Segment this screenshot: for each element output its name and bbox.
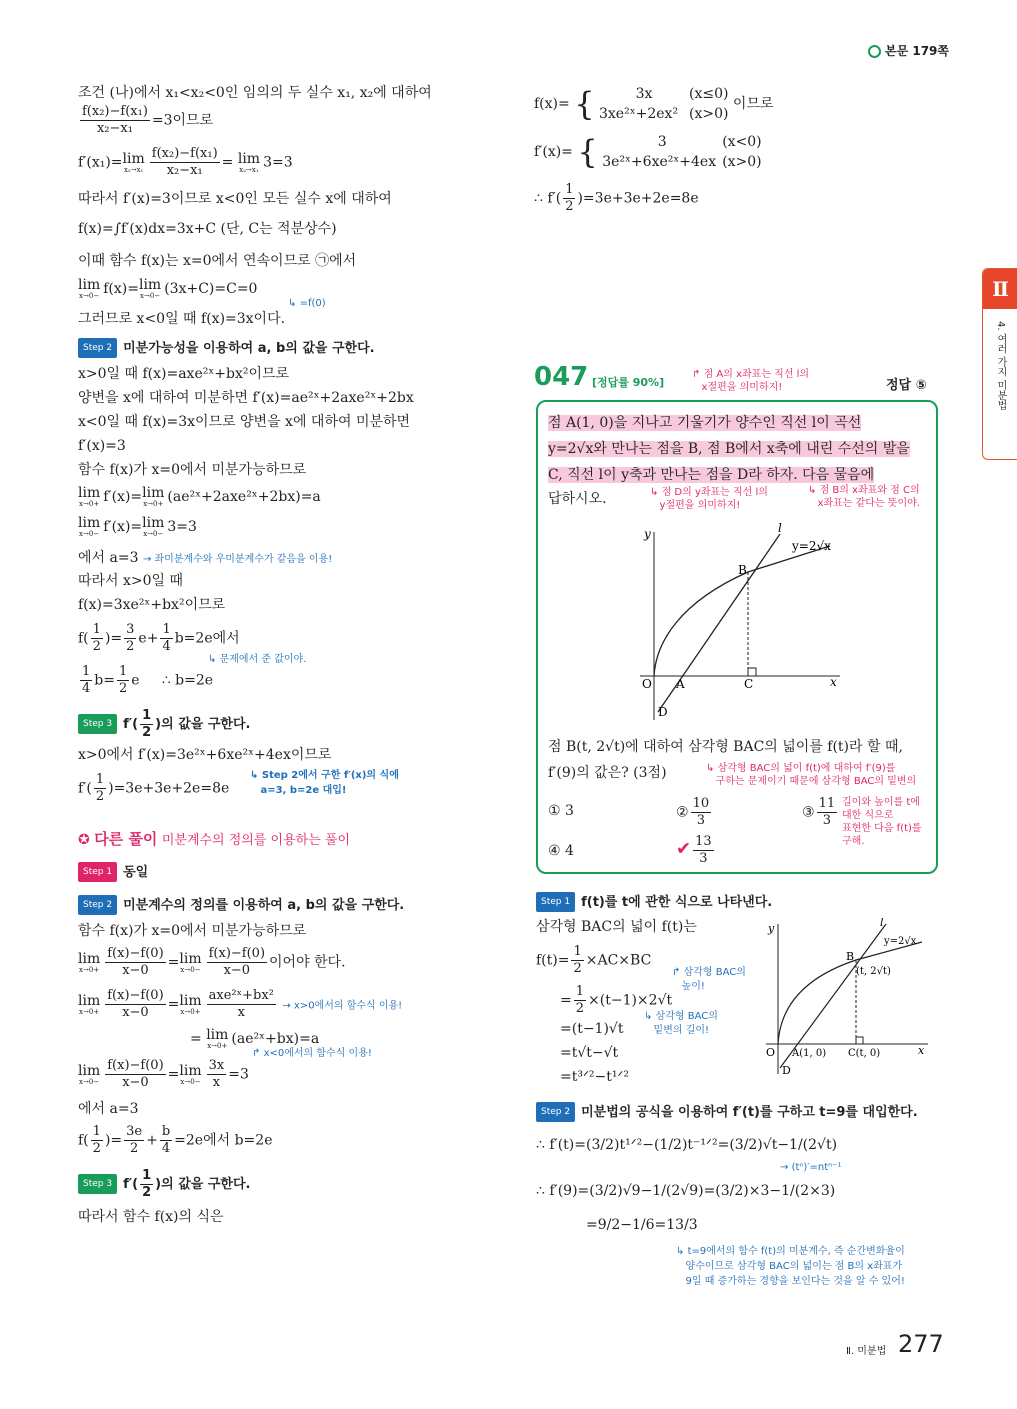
sol-l5: =t√t−√t [560, 1045, 619, 1061]
s2-l2: 양변을 x에 대하여 미분하면 f′(x)=ae²ˣ+2axe²ˣ+2bx [78, 390, 414, 406]
label-l: l [880, 918, 884, 929]
left-l4: 따라서 f′(x)=3이므로 x<0인 모든 실수 x에 대하여 [78, 191, 392, 207]
left-l1: 조건 (나)에서 x₁<x₂<0인 임의의 두 실수 x₁, x₂에 대하여 [78, 85, 432, 101]
st1-badge: Step 1 [536, 892, 575, 912]
sol-m3: =9/2−1/6=13/3 [586, 1217, 698, 1233]
label-O: O [642, 677, 652, 691]
st2-header: Step 2 미분법의 공식을 이용하여 f′(t)를 구하고 t=9를 대입한다. [536, 1102, 918, 1122]
label-C: C(t, 0) [848, 1048, 881, 1059]
step2-header: Step 2 미분가능성을 이용하여 a, b의 값을 구한다. [78, 338, 375, 358]
a3-badge: Step 3 [78, 1174, 117, 1194]
rt-f: f(x)= { 3x (x≤0) 3xe²ˣ+2ex² (x>0) 이므로 [534, 85, 774, 123]
choice-3[interactable]: ③ $\frac{11}{3}$ [802, 796, 836, 828]
sol-l6: =t³ᐟ²−t¹ᐟ² [560, 1069, 630, 1085]
label-D: D [658, 705, 668, 719]
sol-l1: 삼각형 BAC의 넓이 f(t)는 [536, 919, 697, 935]
problem-t4: 답하시오. [548, 491, 607, 507]
problem-graph [630, 522, 850, 722]
s2-l4: f′(x)=3 [78, 438, 126, 454]
label-D: D [782, 1064, 791, 1077]
line-l [780, 924, 886, 1068]
side-tab[interactable] [982, 268, 1017, 460]
choice-1[interactable]: ① 3 [548, 803, 574, 819]
right-angle-mark [856, 1037, 863, 1044]
left-l8: 그러므로 x<0일 때 f(x)=3x이다. [78, 311, 286, 327]
alt-header: ✪ 다른 풀이 미분계수의 정의를 이용하는 풀이 [78, 830, 351, 848]
note-c: ↳ 점 B의 x좌표와 점 C의 x좌표는 같다는 뜻이야. [808, 485, 920, 509]
a2-l4: = lim x→0+ (ae²ˣ+bx)=a [190, 1027, 320, 1050]
rt-res: ∴ f′( $\frac{1}{2}$ )=3e+3e+2e=8e [534, 182, 699, 214]
answer-label: 정답 ⑤ [886, 378, 927, 393]
step2-badge: Step 2 [78, 338, 117, 358]
problem-q2: f′(9)의 값은? (3점) [548, 765, 667, 781]
problem-rate: [정답률 90%] [592, 376, 665, 389]
sol-m2: ∴ f′(9)=(3/2)√9−1/(2√9)=(3/2)×3−1/(2×3) [536, 1183, 836, 1199]
note-q-b: 길이와 높이를 t에 대한 식으로 표현한 다음 f(t)를 구해. [842, 797, 922, 847]
a2-badge: Step 2 [78, 895, 117, 915]
label-A: A [676, 677, 685, 691]
sol-l4: =(t−1)√t [560, 1021, 624, 1037]
s2-l9: 따라서 x>0일 때 [78, 573, 184, 589]
label-B-coord: (t, 2√t) [856, 966, 891, 977]
sol-note1: ↱ 삼각형 BAC의 높이! [672, 967, 746, 992]
note-q: ↳ 삼각형 BAC의 넓이 f(t)에 대하여 f′(9)를 구하는 문제이기 때문에 삼각형 BAC의 밑변의 [706, 763, 917, 787]
label-B: B [846, 950, 855, 963]
sol-note2: ↳ 삼각형 BAC의 밑변의 길이! [644, 1011, 718, 1036]
s2-l10: f(x)=3xe²ˣ+bx²이므로 [78, 597, 226, 613]
side-tab-chapter: 4. 여러 가지 미분법 [995, 321, 1006, 411]
label-curve: y=2√x [884, 936, 917, 947]
s2-l5: 함수 f(x)가 x=0에서 미분가능하므로 [78, 462, 307, 478]
s2-l11: f( $\frac{1}{2}$ )= $\frac{3}{2}$ e+ $\frac{1}{4}$ b=2e에서 [78, 622, 240, 654]
sol-l2: f(t)= $\frac{1}{2}$ ×AC×BC [536, 944, 652, 976]
note-d: ↳ 점 D의 y좌표는 직선 l의 y절편을 의미하지! [650, 487, 768, 511]
left-l7-note: ↳ =f(0) [288, 298, 326, 309]
a1-header: Step 1 동일 [78, 862, 148, 882]
a2-l3: lim x→0+ $\frac{f(x)-f(0)}{x-0}$ = lim x→0+ $\frac{\text{axe²ˣ+bx²}}{x}$ → x>0에서의 함수식 이용! [78, 988, 403, 1020]
problem-t1: 점 A(1, 0)을 지나고 기울기가 양수인 직선 l이 곡선 [548, 415, 862, 431]
sol-m1: ∴ f′(t)=(3/2)t¹ᐟ²−(1/2)t⁻¹ᐟ²=(3/2)√t−1/(2√t) [536, 1137, 838, 1153]
label-y: y [644, 527, 651, 541]
st1-header: Step 1 f(t)를 t에 관한 식으로 나타낸다. [536, 892, 772, 912]
a2-l4-note: ↱ x<0에서의 함수식 이용! [252, 1048, 372, 1059]
a3-header: Step 3 f′( $\frac{1}{2}$ )의 값을 구한다. [78, 1168, 250, 1201]
sol-m-note: → (tⁿ)′=ntⁿ⁻¹ [780, 1162, 842, 1173]
label-y: y [768, 922, 775, 935]
page-ref: 본문 179쪽 [868, 42, 949, 59]
side-tab-roman: Ⅱ [983, 269, 1017, 309]
rt-fp: f′(x)= { 3 (x<0) 3e²ˣ+6xe²ˣ+4ex (x>0) [534, 133, 762, 171]
circle-icon [868, 45, 881, 58]
s2-l1: x>0일 때 f(x)=axe²ˣ+bx²이므로 [78, 366, 290, 382]
label-curve: y=2√x [792, 539, 831, 553]
s3-note: ↳ Step 2에서 구한 f′(x)의 식에 a=3, b=2e 대입! [250, 770, 399, 796]
s2-l3: x<0일 때 f(x)=3x이므로 양변을 x에 대하여 미분하면 [78, 414, 411, 430]
a2-l5: lim x→0− $\frac{f(x)-f(0)}{x-0}$ = lim x→0− $\frac{3x}{x}$ =3 [78, 1058, 249, 1090]
sol-l3: = $\frac{1}{2}$ ×(t−1)×2√t [560, 984, 673, 1016]
choice-4[interactable]: ④ 4 [548, 843, 574, 859]
a2-header: Step 2 미분계수의 정의를 이용하여 a, b의 값을 구한다. [78, 895, 404, 915]
a3-l1: 따라서 함수 f(x)의 식은 [78, 1209, 224, 1225]
problem-t2: y=2√x와 만나는 점을 B, 점 B에서 x축에 내린 수선의 발을 [548, 441, 910, 457]
page-number: 277 [898, 1330, 944, 1358]
note-a: ↱ 점 A의 x좌표는 직선 l의 x절편을 의미하지! [692, 369, 810, 393]
check-icon: ✔ [676, 838, 692, 860]
left-l5: f(x)=∫f′(x)dx=3x+C (단, C는 적분상수) [78, 221, 337, 237]
label-x: x [918, 1044, 925, 1057]
label-A: A(1, 0) [792, 1048, 827, 1059]
s2-l6: lim x→0+ f′(x)= lim x→0+ (ae²ˣ+2axe²ˣ+2bx)=a [78, 485, 321, 508]
a2-l1: 함수 f(x)가 x=0에서 미분가능하므로 [78, 923, 307, 939]
right-angle-mark [748, 668, 756, 676]
s2-l11-note: ↳ 문제에서 준 값이야. [208, 654, 307, 665]
a1-badge: Step 1 [78, 862, 117, 882]
label-l: l [778, 522, 782, 535]
sol-m-note2: ↳ t=9에서의 함수 f(t)의 미분계수, 즉 순간변화율이 양수이므로 삼각형 BAC의 넓이는 점 B의 x좌표가 9일 때 증가하는 경향을 보인다는 것을 알 수 있어! [676, 1246, 905, 1287]
left-l6: 이때 함수 f(x)는 x=0에서 연속이므로 ㉠에서 [78, 253, 357, 269]
label-x: x [830, 675, 837, 689]
s3-l2: f′( $\frac{1}{2}$ )=3e+3e+2e=8e [78, 772, 230, 804]
choice-5[interactable]: ✔ $\frac{13}{3}$ [676, 834, 712, 866]
footer-section: Ⅱ. 미분법 [846, 1346, 887, 1357]
step3-header: Step 3 f′( $\frac{1}{2}$ )의 값을 구한다. [78, 708, 250, 741]
a2-l7: f( $\frac{1}{2}$ )= $\frac{3e}{2}$ + $\frac{b}{4}$ =2e에서 b=2e [78, 1124, 273, 1156]
a2-l6: 에서 a=3 [78, 1101, 139, 1117]
problem-number: 047 [534, 362, 589, 392]
label-C: C [744, 677, 754, 691]
s3-l1: x>0에서 f′(x)=3e²ˣ+6xe²ˣ+4ex이므로 [78, 747, 332, 763]
alt-icon: ✪ [78, 832, 95, 848]
choice-2[interactable]: ② $\frac{10}{3}$ [676, 796, 710, 828]
left-l7: lim x→0− f(x)= lim x→0− (3x+C)=C=0 [78, 277, 258, 300]
left-l3: f′(x₁)= lim x₂→x₁ $\frac{\text{f(x₂)−f(x₁)}}{\text{x₂−x₁}}$ = lim x₂→x₁ 3=3 [78, 146, 293, 178]
label-O: O [766, 1046, 776, 1059]
problem-t3: C, 직선 l이 y축과 만나는 점을 D라 하자. 다음 물음에 [548, 467, 875, 483]
label-B: B [738, 563, 747, 577]
s2-l12: $\frac{1}{4}$ b= $\frac{1}{2}$ e ∴ b=2e [82, 664, 214, 696]
st2-badge: Step 2 [536, 1102, 575, 1122]
solution-graph [762, 918, 932, 1078]
a2-l2: lim x→0+ $\frac{f(x)-f(0)}{x-0}$ = lim x→0− $\frac{f(x)-f(0)}{x-0}$ 이어야 한다. [78, 946, 346, 978]
left-l2: $\frac{\text{f(x₂)−f(x₁)}}{\text{x₂−x₁}}$ =3이므로 [82, 104, 214, 136]
s2-l8: 에서 a=3 → 좌미분계수와 우미분계수가 같음을 이용! [78, 550, 333, 566]
s2-l7: lim x→0− f′(x)= lim x→0− 3=3 [78, 515, 197, 538]
step3-badge: Step 3 [78, 714, 117, 734]
problem-q1: 점 B(t, 2√t)에 대하여 삼각형 BAC의 넓이를 f(t)라 할 때, [548, 739, 903, 755]
